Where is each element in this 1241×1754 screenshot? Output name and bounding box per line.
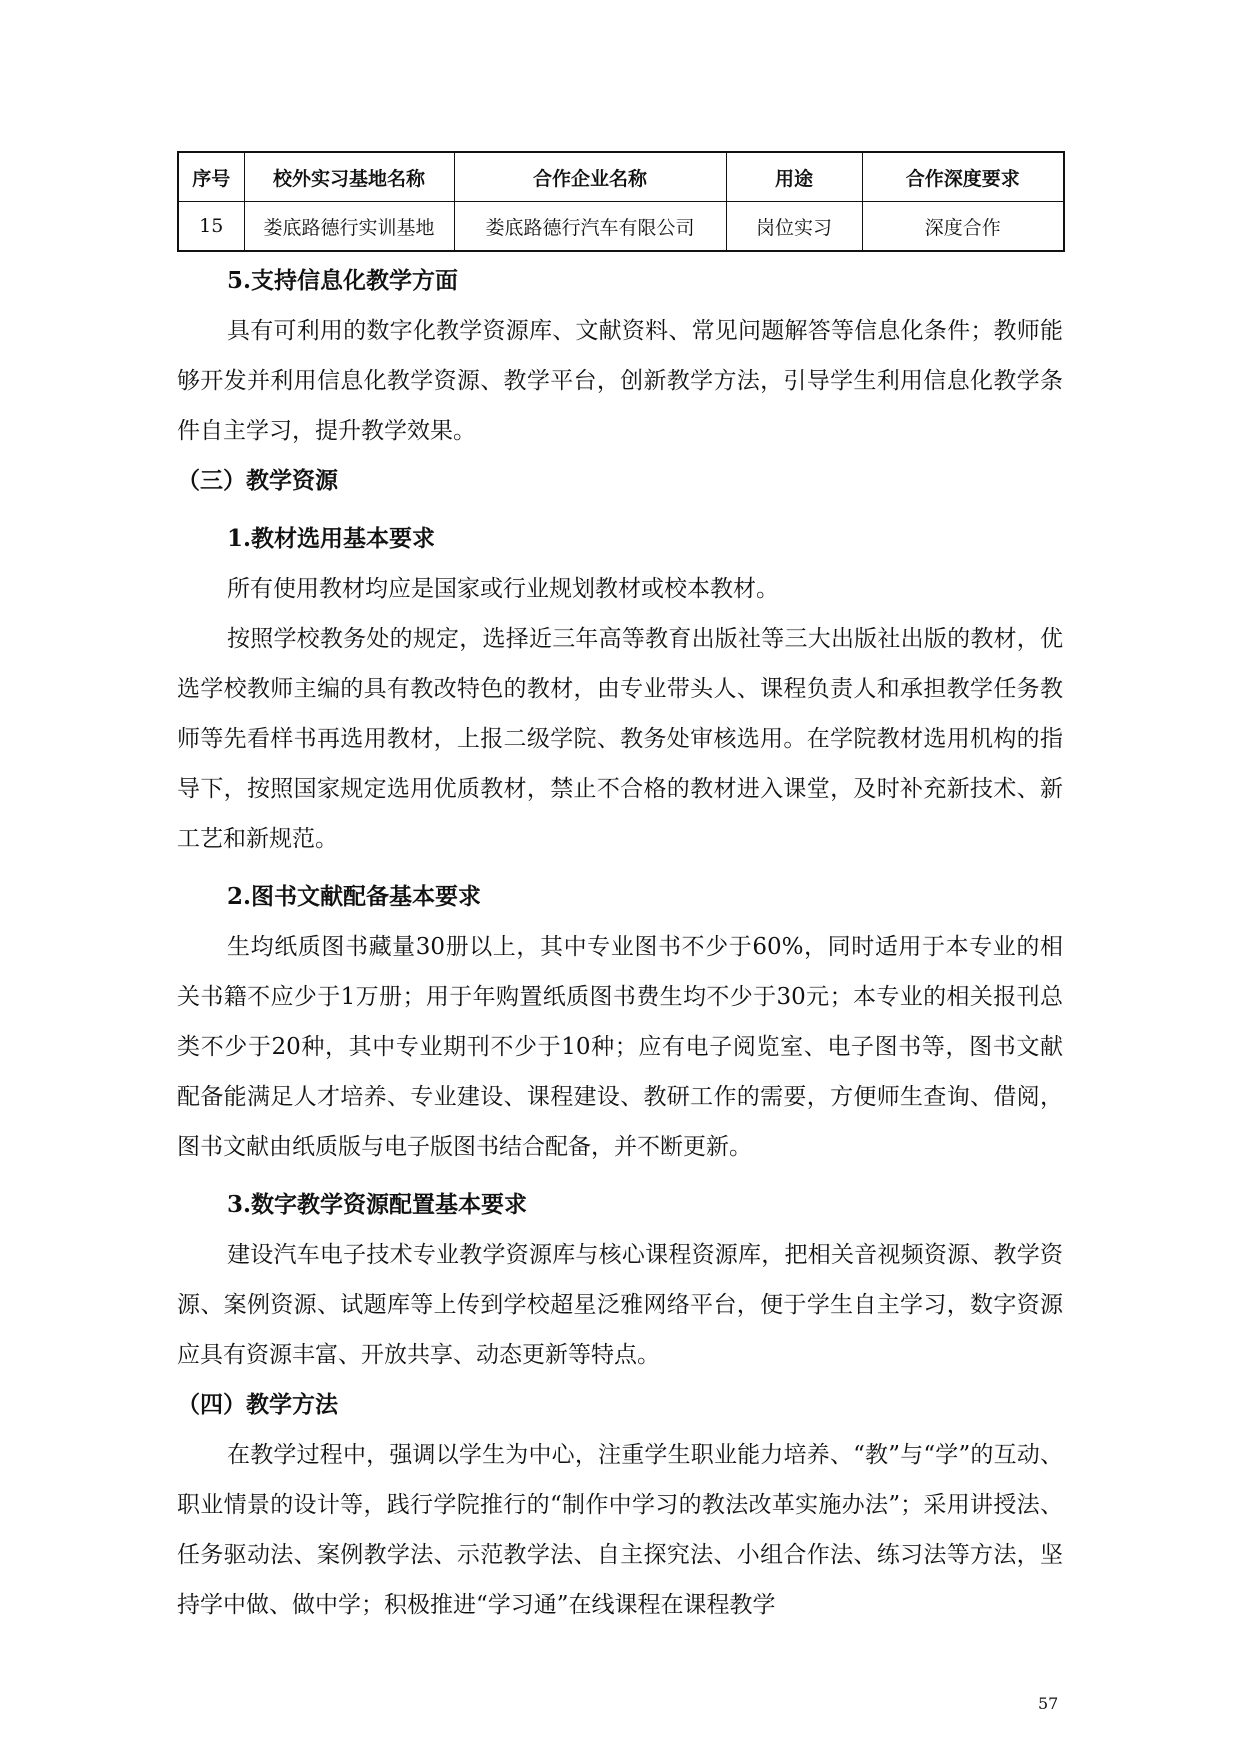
table-cell: 娄底路德行实训基地 [244,202,454,252]
header-cell-index: 序号 [178,152,244,202]
header-cell-base-name: 校外实习基地名称 [244,152,454,202]
section-heading-library: 2.图书文献配备基本要求 [227,883,482,910]
document-body [177,256,1063,1630]
paragraph: 按照学校教务处的规定，选择近三年高等教育出版社等三大出版社出版的教材，优选学校教师主编的具有教改特色的教材，由专业带头人、课程负责人和承担教学任务教师等先看样书再选用教材，上报二级学院、教务处审核选用。在学院教材选用机构的指导下，按照国家规定选用优质教材，禁止不合格的教材进入课堂，及时补充新技术、新工艺和新规范。 [177,626,1063,852]
table-header-row [178,152,1064,202]
chapter-heading-teaching-resources: （三）教学资源 [177,467,338,494]
header-cell-company: 合作企业名称 [454,152,726,202]
paragraph: 具有可利用的数字化教学资源库、文献资料、常见问题解答等信息化条件；教师能够开发并利用信息化教学资源、教学平台，创新教学方法，引导学生利用信息化教学条件自主学习，提升教学效果。 [177,318,1063,444]
section-heading-informatization: 5.支持信息化教学方面 [227,267,459,294]
paragraph: 建设汽车电子技术专业教学资源库与核心课程资源库，把相关音视频资源、教学资源、案例资源、试题库等上传到学校超星泛雅网络平台，便于学生自主学习，数字资源应具有资源丰富、开放共享、动态更新等特点。 [177,1242,1063,1368]
chapter-heading-teaching-methods: （四）教学方法 [177,1391,338,1418]
internship-base-table [177,151,1065,252]
page-number: 57 [1038,1694,1059,1713]
table-cell: 15 [178,202,244,252]
header-cell-depth: 合作深度要求 [862,152,1064,202]
header-cell-purpose: 用途 [726,152,862,202]
table-cell: 岗位实习 [726,202,862,252]
table-cell: 深度合作 [862,202,1064,252]
paragraph: 在教学过程中，强调以学生为中心，注重学生职业能力培养、“教”与“学”的互动、职业情景的设计等，践行学院推行的“制作中学习的教法改革实施办法”；采用讲授法、任务驱动法、案例教学法、示范教学法、自主探究法、小组合作法、练习法等方法，坚持学中做、做中学；积极推进“学习通”在线课程在课程教学 [177,1442,1063,1618]
table-row [178,202,1064,252]
paragraph: 生均纸质图书藏量30册以上，其中专业图书不少于60%，同时适用于本专业的相关书籍不应少于1万册；用于年购置纸质图书费生均不少于30元；本专业的相关报刊总类不少于20种，其中专业期刊不少于10种；应有电子阅览室、电子图书等，图书文献配备能满足人才培养、专业建设、课程建设、教研工作的需要，方便师生查询、借阅，图书文献由纸质版与电子版图书结合配备，并不断更新。 [177,934,1063,1160]
section-heading-digital-resources: 3.数字教学资源配置基本要求 [227,1191,528,1218]
paragraph: 所有使用教材均应是国家或行业规划教材或校本教材。 [227,576,779,602]
section-heading-textbooks: 1.教材选用基本要求 [227,525,436,552]
table-cell: 娄底路德行汽车有限公司 [454,202,726,252]
